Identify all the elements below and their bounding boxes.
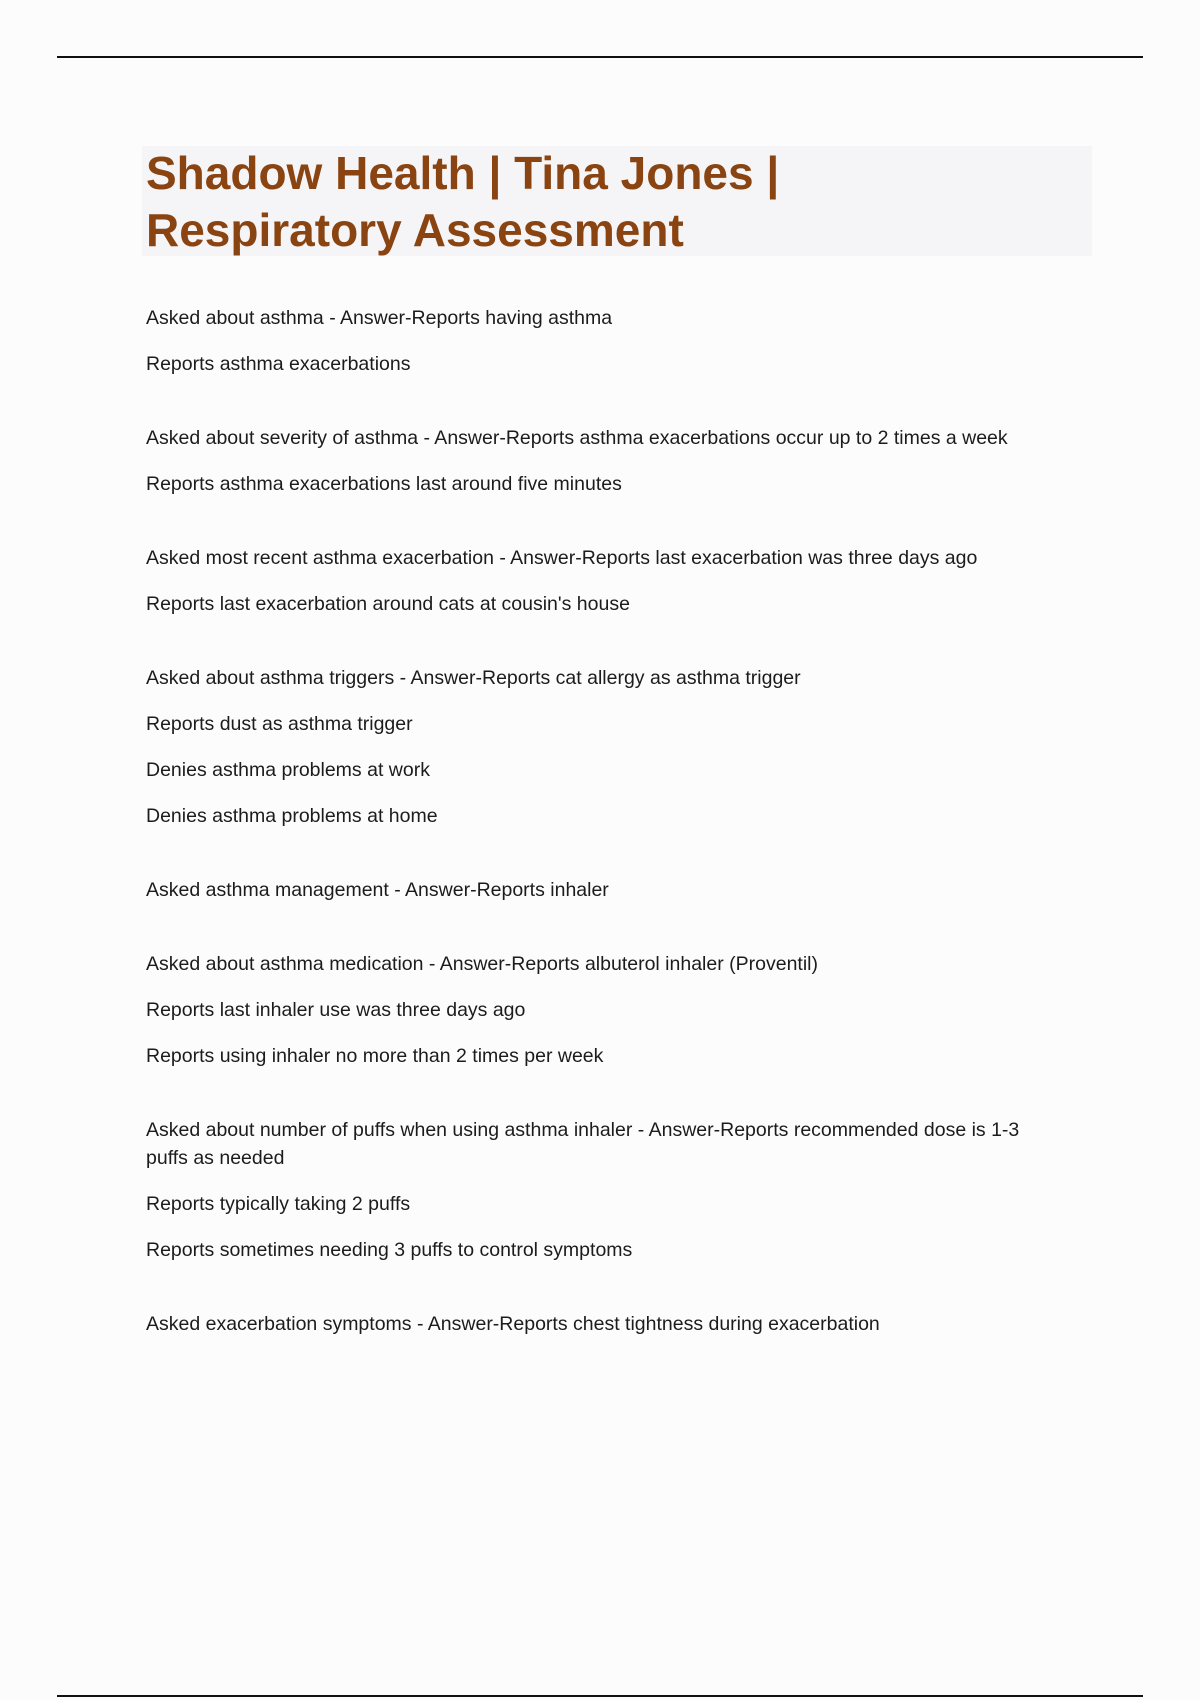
title-line-2: Respiratory Assessment <box>146 204 684 256</box>
qa-question: Asked about severity of asthma - Answer-Reports asthma exacerbations occur up to 2 times a week <box>146 427 1008 449</box>
qa-question: Asked exacerbation symptoms - Answer-Reports chest tightness during exacerbation <box>146 1313 880 1335</box>
qa-block <box>146 1310 1066 1338</box>
qa-block <box>146 304 1066 378</box>
qa-block <box>146 876 1066 904</box>
title-line-1: Shadow Health | Tina Jones | <box>146 147 780 199</box>
qa-detail: Reports sometimes needing 3 puffs to control symptoms <box>146 1239 633 1261</box>
qa-detail: Reports asthma exacerbations <box>146 353 411 375</box>
qa-block <box>146 544 1066 618</box>
page-title <box>146 145 1086 259</box>
qa-question: Asked about asthma - Answer-Reports having asthma <box>146 307 613 329</box>
qa-question: Asked about asthma triggers - Answer-Reports cat allergy as asthma trigger <box>146 667 801 689</box>
qa-block <box>146 950 1066 1070</box>
qa-question: Asked most recent asthma exacerbation - Answer-Reports last exacerbation was three days ago <box>146 547 978 569</box>
qa-detail: Reports dust as asthma trigger <box>146 713 413 735</box>
qa-block <box>146 664 1066 830</box>
qa-block <box>146 424 1066 498</box>
qa-detail: Reports asthma exacerbations last around five minutes <box>146 473 622 495</box>
qa-content <box>146 304 1066 1384</box>
qa-detail: Denies asthma problems at home <box>146 805 438 827</box>
qa-block <box>146 1116 1066 1264</box>
qa-detail: Reports last inhaler use was three days ago <box>146 999 526 1021</box>
qa-question: Asked about asthma medication - Answer-Reports albuterol inhaler (Proventil) <box>146 953 818 975</box>
bottom-rule <box>57 1695 1143 1697</box>
top-rule <box>57 56 1143 58</box>
qa-question: Asked about number of puffs when using asthma inhaler - Answer-Reports recommended dose is 1-3 puffs as needed <box>146 1119 1020 1169</box>
qa-detail: Denies asthma problems at work <box>146 759 430 781</box>
qa-detail: Reports typically taking 2 puffs <box>146 1193 411 1215</box>
qa-question: Asked asthma management - Answer-Reports inhaler <box>146 879 609 901</box>
qa-detail: Reports last exacerbation around cats at cousin's house <box>146 593 630 615</box>
qa-detail: Reports using inhaler no more than 2 times per week <box>146 1045 604 1067</box>
